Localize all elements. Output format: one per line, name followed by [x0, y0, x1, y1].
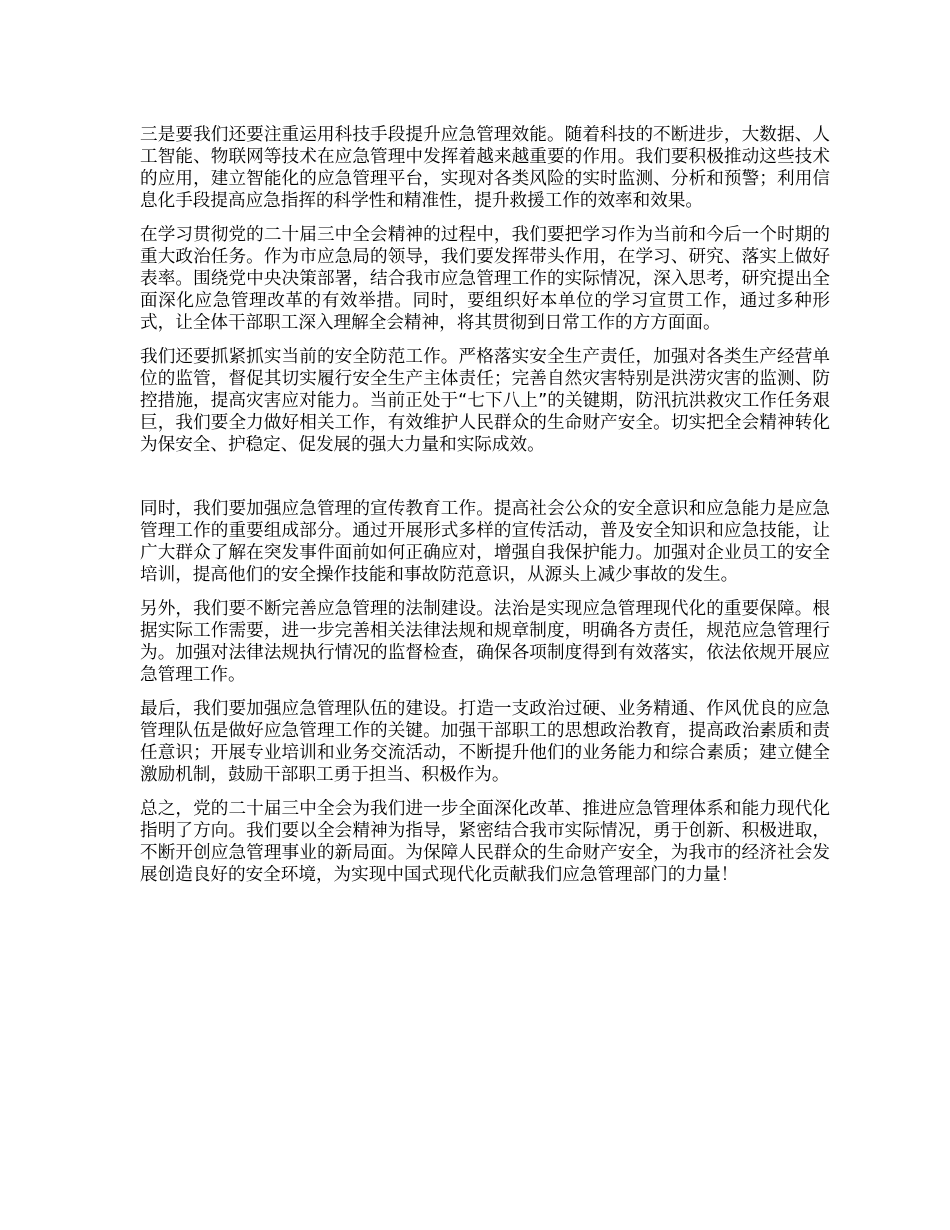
paragraph-conclusion: 总之，党的二十届三中全会为我们进一步全面深化改革、推进应急管理体系和能力现代化指明了方向。我们要以全会精神为指导，紧密结合我市实际情况，勇于创新、积极进取，不断开创应急管理事业的新局面。为保障人民群众的生命财产安全，为我市的经济社会发展创造良好的安全环境，为实现中国式现代化贡献我们应急管理部门的力量！: [140, 799, 830, 885]
paragraph-study-plenum: 在学习贯彻党的二十届三中全会精神的过程中，我们要把学习作为当前和今后一个时期的重大政治任务。作为市应急局的领导，我们要发挥带头作用，在学习、研究、落实上做好表率。围绕党中央决策部署，结合我市应急管理工作的实际情况，深入思考，研究提出全面深化应急管理改革的有效举措。同时，要组织好本单位的学习宣贯工作，通过多种形式，让全体干部职工深入理解全会精神，将其贯彻到日常工作的方方面面。: [140, 225, 830, 333]
paragraph-publicity-education: 同时，我们要加强应急管理的宣传教育工作。提高社会公众的安全意识和应急能力是应急管理工作的重要组成部分。通过开展形式多样的宣传活动，普及安全知识和应急技能，让广大群众了解在突发事件面前如何正确应对，增强自我保护能力。加强对企业员工的安全培训，提高他们的安全操作技能和事故防范意识，从源头上减少事故的发生。: [140, 499, 830, 585]
paragraph-legal-construction: 另外，我们要不断完善应急管理的法制建设。法治是实现应急管理现代化的重要保障。根据实际工作需要，进一步完善相关法律法规和规章制度，明确各方责任，规范应急管理行为。加强对法律法规执行情况的监督检查，确保各项制度得到有效落实，依法依规开展应急管理工作。: [140, 599, 830, 685]
paragraph-tech-efficiency: 三是要我们还要注重运用科技手段提升应急管理效能。随着科技的不断进步，大数据、人工智能、物联网等技术在应急管理中发挥着越来越重要的作用。我们要积极推动这些技术的应用，建立智能化的应急管理平台，实现对各类风险的实时监测、分析和预警；利用信息化手段提高应急指挥的科学性和精准性，提升救援工作的效率和效果。: [140, 125, 830, 211]
paragraph-safety-prevention: 我们还要抓紧抓实当前的安全防范工作。严格落实安全生产责任，加强对各类生产经营单位的监管，督促其切实履行安全生产主体责任；完善自然灾害特别是洪涝灾害的监测、防控措施，提高灾害应对能力。当前正处于“七下八上”的关键期，防汛抗洪救灾工作任务艰巨，我们要全力做好相关工作，有效维护人民群众的生命财产安全。切实把全会精神转化为保安全、护稳定、促发展的强大力量和实际成效。: [140, 347, 830, 455]
document-body: [140, 124, 830, 898]
paragraph-team-building: 最后，我们要加强应急管理队伍的建设。打造一支政治过硬、业务精通、作风优良的应急管理队伍是做好应急管理工作的关键。加强干部职工的思想政治教育，提高政治素质和责任意识；开展专业培训和业务交流活动，不断提升他们的业务能力和综合素质；建立健全激励机制，鼓励干部职工勇于担当、积极作为。: [140, 699, 830, 785]
